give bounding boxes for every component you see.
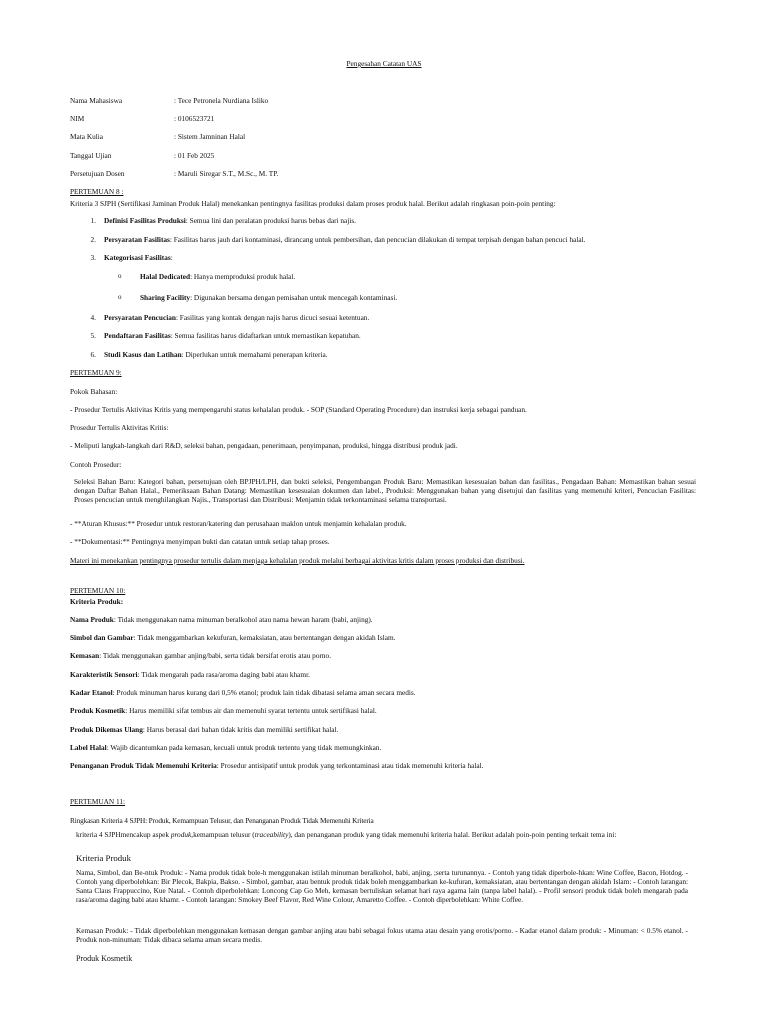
p9-contoh-label: Contoh Prosedur: [70, 460, 122, 469]
item-desc: : Diperlukan untuk memahami penerapan kriteria. [181, 350, 328, 359]
info-value: : Sistem Jamninan Halal [174, 132, 246, 141]
p11-ringkasan: Ringkasan Kriteria 4 SJPH: Produk, Kemampuan Telusur, dan Penanganan Produk Tidak Memenuhi Kriteria [70, 816, 374, 825]
circle-bullet-icon: o [118, 272, 122, 280]
item-number: 2. [90, 235, 96, 244]
info-label: Tanggal Ujian [70, 151, 112, 160]
p9-contoh-text: Seleksi Bahan Baru: Kategori bahan, persetujuan oleh BPJPH/LPH, dan bukti seleksi, Pengembangan Produk Baru: Memastikan kesesuaian bahan dan fasilitas., Pengadaan Bahan: Memastikan bahan sesuai dengan Daftar Bahan Halal., Pemeriksaan Bahan Datang: Memastikan kesesuaian dokumen dan label., Produksi: Menggunakan bahan yang disetujui dan fasilitas yang memenuhi kriteri, Pencucian Fasilitas: Proses pencucian untuk menghilangkan Najis., Transportasi dan Distribusi: Menjamin tidak terkontaminasi selama transportasi. [74, 477, 696, 505]
item-term: Karakteristik Sensori [70, 670, 138, 679]
item-desc: : [170, 253, 173, 262]
p11-kosmetik-heading: Produk Kosmetik [76, 954, 133, 963]
heading-pertemuan-10: PERTEMUAN 10: [70, 586, 126, 595]
item-term: Sharing Facility [140, 293, 191, 302]
item-term: Studi Kasus dan Latihan [104, 350, 182, 359]
item-desc: : Digunakan bersama dengan pemisahan untuk mencegah kontaminasi. [190, 293, 398, 302]
p9-prosedur-text: - Meliputi langkah-langkah dari R&D, seleksi bahan, pengadaan, penerimaan, penyimpanan, produksi, hingga distribusi produk jadi. [70, 441, 458, 450]
item-term: Kemasan [70, 651, 100, 660]
item-number: 5. [90, 331, 96, 340]
item-desc: : Prosedur antisipatif untuk produk yang terkontaminasi atau tidak memenuhi kriteria halal. [216, 761, 484, 770]
p10-item [70, 761, 700, 770]
info-value: : Tece Petronela Nurdiana Isliko [174, 96, 269, 105]
p9-prosedur-label: Prosedur Tertulis Aktivitas Kritis: [70, 423, 169, 432]
p9-aturan: - **Aturan Khusus:** Prosedur untuk restoran/katering dan perusahaan maklon untuk menjamin kehalalan produk. [70, 519, 407, 528]
intro-italic: produk [170, 830, 192, 839]
item-term: Penanganan Produk Tidak Memenuhi Kriteria [70, 761, 217, 770]
info-label: Mata Kulia [70, 132, 104, 141]
info-row-nama [70, 96, 670, 106]
item-term: Simbol dan Gambar [70, 633, 134, 642]
item-number: 6. [90, 350, 96, 359]
p10-item [70, 706, 700, 715]
item-desc: : Tidak menggunakan nama minuman beralkohol atau nama hewan haram (babi, anjing). [113, 615, 373, 624]
info-label: NIM [70, 114, 85, 123]
item-term: Pendaftaran Fasilitas [104, 331, 171, 340]
item-desc: : Harus memiliki sifat tembus air dan memenuhi syarat tertentu untuk sertifikasi halal. [125, 706, 377, 715]
info-value: : 01 Feb 2025 [174, 151, 215, 160]
page-title: Pengesahan Catatan UAS [346, 59, 422, 68]
p10-item [70, 651, 700, 660]
item-number: 3. [90, 253, 96, 262]
item-desc: : Semua lini dan peralatan produksi harus bebas dari najis. [185, 216, 356, 225]
info-row-dosen [70, 169, 670, 179]
item-term: Label Halal [70, 743, 107, 752]
intro-italic: traceability [254, 830, 289, 839]
p10-item [70, 688, 700, 697]
p10-item [70, 670, 700, 679]
item-number: 4. [90, 313, 96, 322]
intro-text: ), dan penanganan produk yang tidak memenuhi kriteria halal. Berikut adalah poin-poin penting terkait tema ini: [288, 830, 617, 839]
item-desc: : Fasilitas harus jauh dari kontaminasi, dirancang untuk pembersihan, dan pencucian dilakukan di tempat terpisah dengan bahan pencuci halal. [169, 235, 586, 244]
p11-kriteria-text: Nama, Simbol, dan Be-ntuk Produk: - Nama produk tidak bole-h menggunakan istilah minuman beralkohol, babi, anjing, ;serta turunannya. - Contoh yang tidak diperbole-hkan: Wine Coffee, Bacon, Hotdog. - Contoh yang diperbolehkan: Bir Plecok, Bakpia, Bakso. - Simbol, gambar, atau bentuk produk tidak boleh menggambarkan ke-kufuran, kemaksiatan, atau bertentangan dengan akidah Islam: - Contoh larangan: Santa Claus Frappuccino, Kue Natal. - Contoh diperbolehkan: Loncong Cap Go Meh, kemasan bertuliskan selamat hari raya agama lain (tanpa label halal). - Profil sensori produk tidak boleh mengarah pada rasa/aroma daging babi atau khamr. - Contoh larangan: Smokey Beef Flavor, Red Wine Colour, Amaretto Coffee. - Contoh diperbolehkan: White Coffee. [76, 868, 688, 905]
item-desc: : Hanya memproduksi produk halal. [190, 272, 296, 281]
info-label: Nama Mahasiswa [70, 96, 123, 105]
p10-item [70, 743, 700, 752]
p10-subheading: Kriteria Produk: [70, 597, 124, 606]
p9-dokumentasi: - **Dokumentasi:** Pentingnya menyimpan bukti dan catatan untuk setiap tahap proses. [70, 537, 330, 546]
p10-item [70, 615, 700, 624]
p9-closing: Materi ini menekankan pentingnya prosedur tertulis dalam menjaga kehalalan produk melalui berbagai aktivitas kritis dalam proses produksi dan distribusi. [70, 556, 525, 565]
heading-pertemuan-11: PERTEMUAN 11: [70, 797, 126, 806]
item-term: Kategorisasi Fasilitas [104, 253, 171, 262]
item-desc: : Tidak menggambarkan kekufuran, kemaksiatan, atau bertentangan dengan akidah Islam. [133, 633, 396, 642]
intro-text: ,kemampuan telusur ( [191, 830, 255, 839]
item-term: Definisi Fasilitas Produksi [104, 216, 186, 225]
info-row-nim [70, 114, 670, 124]
item-term: Persyaratan Fasilitas [104, 235, 170, 244]
p11-intro [76, 830, 706, 839]
item-term: Produk Kosmetik [70, 706, 126, 715]
item-desc: : Semua fasilitas harus didaftarkan untuk memastikan kepatuhan. [170, 331, 361, 340]
item-desc: : Produk minuman harus kurang dari 0,5% etanol; produk lain tidak dibatasi selama aman secara medis. [112, 688, 416, 697]
item-term: Nama Produk [70, 615, 114, 624]
p10-item [70, 633, 700, 642]
item-desc: : Harus berasal dari bahan tidak kritis dan memiliki sertifikat halal. [142, 725, 339, 734]
circle-bullet-icon: o [118, 293, 122, 301]
intro-text: kriteria 4 SJPHmencakup aspek [76, 830, 171, 839]
info-label: Persetujuan Dosen [70, 169, 125, 178]
item-term: Persyaratan Pencucian [104, 313, 176, 322]
p11-kemasan-text: Kemasan Produk: - Tidak diperbolehkan menggunakan kemasan dengan gambar anjing atau babi sebagai fokus utama atau desain yang erotis/porno. - Kadar etanol dalam produk: - Minuman: < 0.5% etanol. - Produk non-minuman: Tidak dibaca selama aman secara medis. [76, 926, 688, 945]
item-desc: : Wajib dicantumkan pada kemasan, kecuali untuk produk tertentu yang tidak memungkinkan. [106, 743, 382, 752]
item-desc: : Tidak menggunakan gambar anjing/babi, serta tidak bersifat erotis atau porno. [99, 651, 332, 660]
p8-intro: Kriteria 3 SJPH (Sertifikasi Jaminan Produk Halal) menekankan pentingnya fasilitas produksi dalam proses produk halal. Berikut adalah ringkasan poin-poin penting: [70, 199, 556, 208]
heading-pertemuan-9: PERTEMUAN 9: [70, 368, 122, 377]
info-row-mata-kuliah [70, 132, 670, 142]
info-value: : Maruli Siregar S.T., M.Sc., M. TP. [174, 169, 279, 178]
p9-pokok-text: - Prosedur Tertulis Aktivitas Kritis yang mempengaruhi status kehalalan produk. - SOP (Standard Operating Procedure) dan instruksi kerja sebagai panduan. [70, 405, 527, 414]
info-value: : 0106523721 [174, 114, 215, 123]
item-number: 1. [90, 216, 96, 225]
heading-pertemuan-8: PERTEMUAN 8 : [70, 187, 124, 196]
item-desc: : Fasilitas yang kontak dengan najis harus dicuci sesuai ketentuan. [175, 313, 370, 322]
item-term: Kadar Etanol [70, 688, 113, 697]
item-term: Produk Dikemas Ulang [70, 725, 143, 734]
item-desc: : Tidak mengarah pada rasa/aroma daging babi atau khamr. [137, 670, 310, 679]
item-term: Halal Dedicated [140, 272, 191, 281]
p10-item [70, 725, 700, 734]
p9-pokok-label: Pokok Bahasan: [70, 387, 118, 396]
p11-kriteria-heading: Kriteria Produk [76, 853, 131, 863]
info-row-tanggal [70, 151, 670, 161]
